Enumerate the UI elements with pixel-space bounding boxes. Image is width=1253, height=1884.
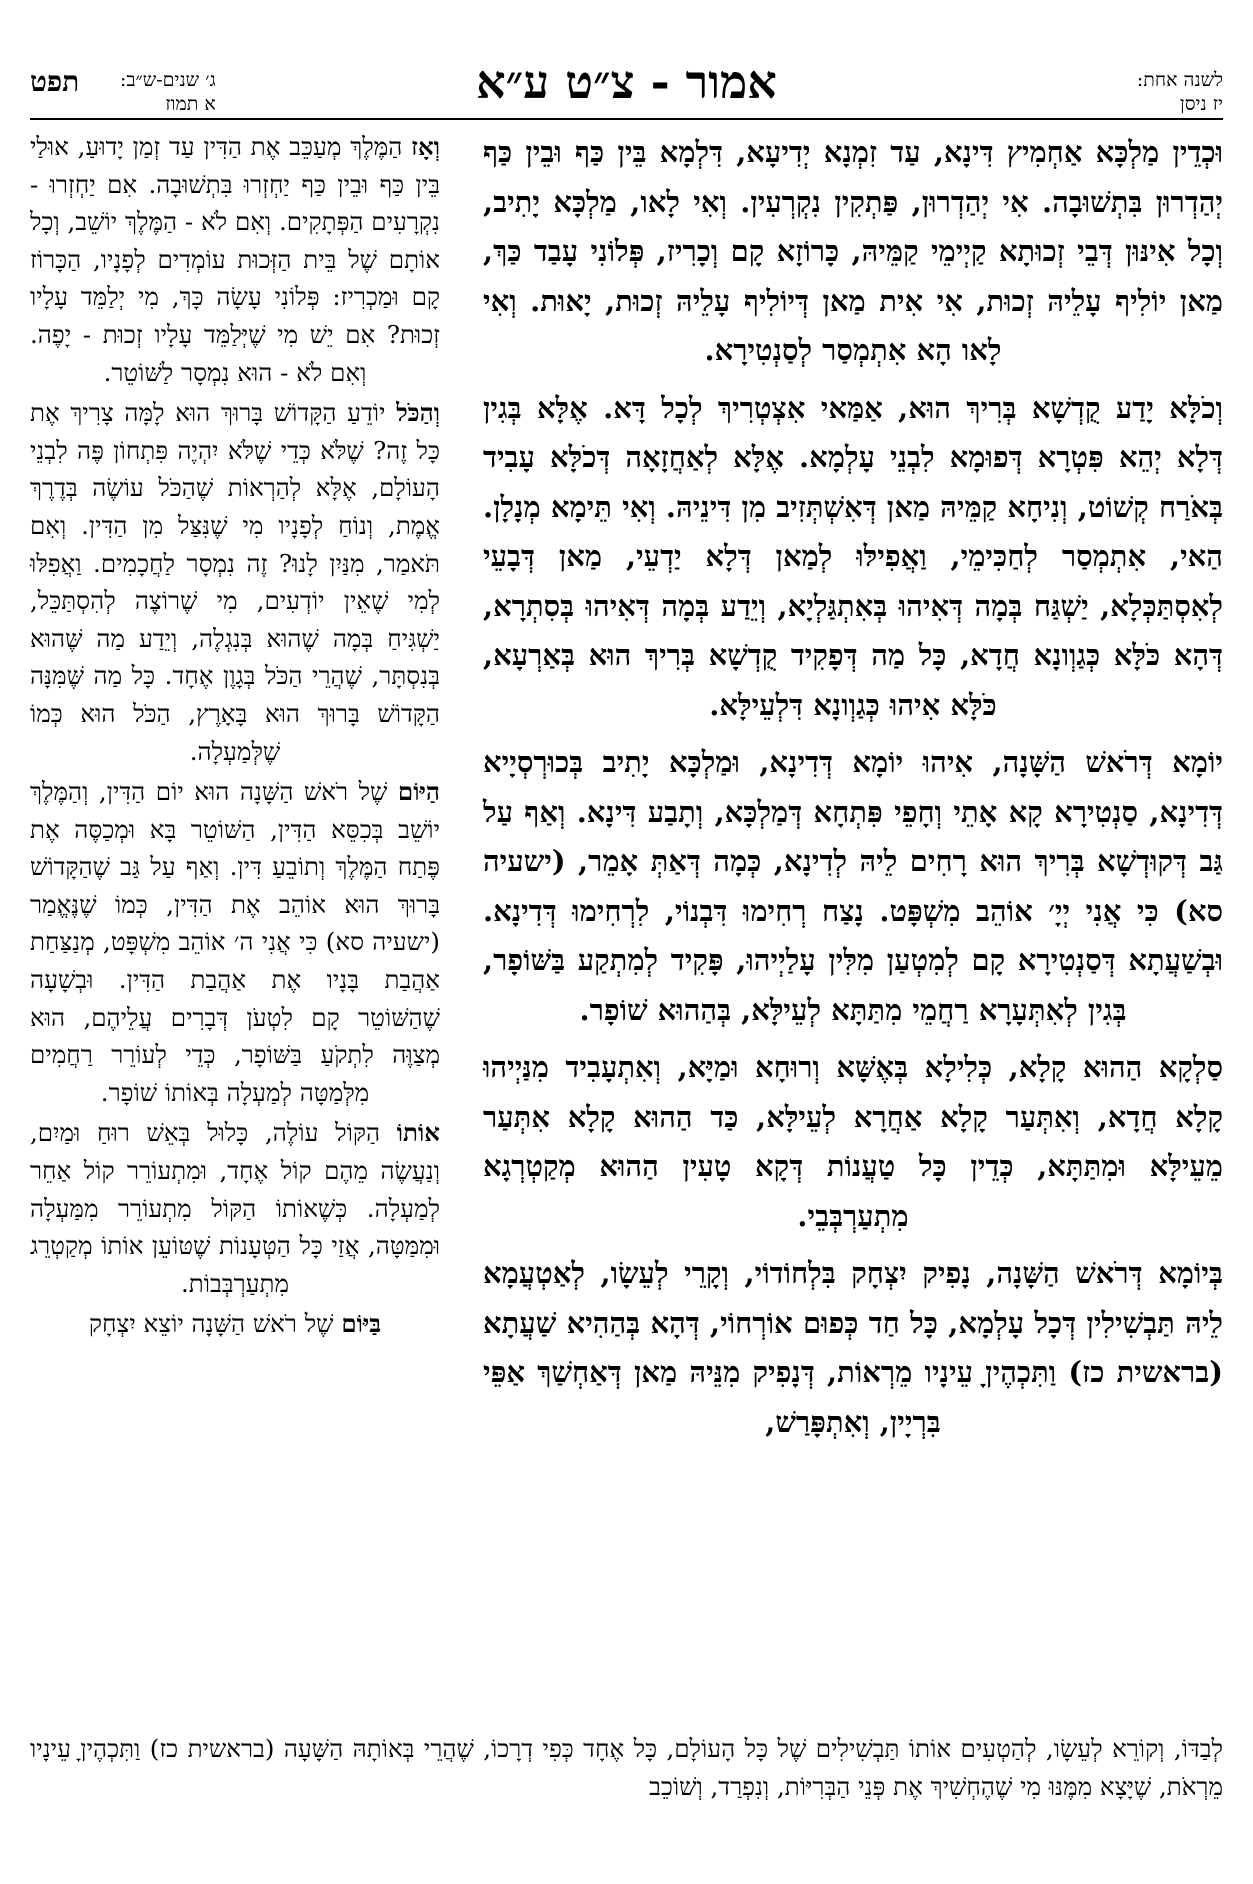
paragraph-text: שֶׁל רֹאשׁ הַשָּׁנָה הוּא יוֹם הַדִּין, וְהַמֶּלֶךְ יוֹשֵׁב בְּכִסֵּא הַדִּין, הַשּׁוֹטֵר בָּא וּמְכַסֶּה אֶת פֶּתַח הַמֶּלֶךְ וְתוֹבֵעַ דִּין. וְאַף עַל גַּב שֶׁהַקָּדוֹשׁ בָּרוּךְ הוּא אוֹהֵב אֶת הַדִּין, כְּמוֹ שֶׁנֶּאֱמַר (ישעיה סא) כִּי אֲנִי ה׳ אוֹהֵב מִשְׁפָּט, מְנַצַּחַת אַהֲבַת בָּנָיו אֶת אַהֲבַת הַדִּין. וּבְשָׁעָה שֶׁהַשּׁוֹטֵר קָם לִטְעֹן דְּבָרִים עֲלֵיהֶם, הוּא מְצַוֶּה לִתְקֹעַ בַּשּׁוֹפָר, כְּדֵי לְעוֹרֵר רַחֲמִים מִלְּמַטָּה לְמַעְלָה בְּאוֹתוֹ שׁוֹפָר. <box>30 777 440 1107</box>
paragraph-text: יָדַע קֻדְשָׁא בְּרִיךְ הוּא, אַמַּאי אִצְטְרִיךְ לְכָל דָּא. אֶלָּא בְּגִין דְּלָא יְהֵא פִּטְרָא דְּפוּמָא לִבְנֵי עָלְמָא. אֶלָּא לְאַחֲזָאָה דְּכֹלָּא עָבִיד בְּאֹרַח קְשׁוֹט, וְנִיחָא קַמֵּיהּ מַאן דְּאִשְׁתְּזִיב מִן דִּינֵיהּ. וְאִי תֵּימָא מְנָלָן. הַאי, אִתְמְסַר לְחַכִּימֵי, וַאֲפִילּוּ לְמַאן דְּלָא יַדְעֵי, מַאן דְּבָעֵי לְאִסְתַּכְּלָא, יַשְׁגַּח בְּמָה דְּאִיהוּ בְּאִתְגַּלְיָא, וְיֵדַע בְּמָה דְּאִיהוּ בְּסִתְרָא, דְּהָא כֹּלָּא כְּגַוְונָא חֲדָא, כָּל מַה דְּפָקִיד קֻדְשָׁא בְּרִיךְ הוּא בְּאַרְעָא, כֹּלָּא אִיהוּ כְּגַוְונָא דִּלְעֵילָּא. <box>483 390 1223 722</box>
translation-paragraph <box>30 1305 440 1343</box>
paragraph-text: שֶׁל רֹאשׁ הַשָּׁנָה יוֹצֵא יִצְחָק <box>88 1309 342 1339</box>
page-header <box>30 50 1223 120</box>
paragraph-text: הַהוּא קָלָא, כְּלִילָא בְּאֶשָּׁא וְרוּחָא וּמַיָּא, וְאִתְעָבִיד מִנַּיְיהוּ קָלָא חֲדָא, וְאִתְּעַר קָלָא אַחֲרָא לְעֵילָּא, כַּד הַהוּא קָלָא אִתְּעַר מֵעֵילָּא וּמִתַּתָּא, כְּדֵין כָּל טַעֲנוֹת דְּקָא טָעִין הַהוּא מְקַטְרְגָא מִתְעַרְבְּבֵי. <box>483 1050 1223 1233</box>
zohar-aramaic-column <box>483 128 1223 1455</box>
paragraph-text: הַמֶּלֶךְ מְעַכֵּב אֶת הַדִּין עַד זְמַן יָדוּעַ, אוּלַי בֵּין כַּף וּבֵין כַּף יַחְזְרוּ בִּתְשׁוּבָה. אִם יַחְזְרוּ - נִקְרָעִים הַפְּתָקִים. וְאִם לֹא - הַמֶּלֶךְ יוֹשֵׁב, וְכָל אוֹתָם שֶׁל בֵּית הַזְּכוּת עוֹמְדִים לְפָנָיו, הַכָּרוֹז קָם וּמַכְרִיז: פְּלוֹנִי עָשָׂה כָּךְ, מִי יְלַמֵּד עָלָיו זְכוּת? אִם יֵשׁ מִי שֶׁיְּלַמֵּד עָלָיו זְכוּת - יָפֶה. וְאִם לֹא - הוּא נִמְסָר לַשּׁוֹטֵר. <box>30 132 440 387</box>
zohar-paragraph <box>483 128 1223 376</box>
paragraph-lead-word: בְּיוֹמָא <box>1158 1256 1223 1290</box>
page-number: תפט <box>30 65 80 98</box>
translation-paragraph <box>30 1114 440 1302</box>
paragraph-lead-word: סַלְקָא <box>1158 1050 1223 1084</box>
paragraph-text: מַלְכָּא אַחְמִיץ דִּינָא, עַד זִמְנָא יְדִיעָא, דִּלְמָא בֵּין כַּף וּבֵין כַּף יְהַדְרוּן בִּתְשׁוּבָה. אִי יְהַדְרוּן, פַּתְקִין נִקְרְעִין. וְאִי לָאו, מַלְכָּא יָתִיב, וְכָל אִינּוּן דְּבֵי זְכוּתָא קַיְימֵי קַמֵּיהּ, כָּרוֹזָא קָם וְכָרִיז, פְּלוֹנִי עָבַד כַּךְ, מַאן יוֹלִיף עָלֵיהּ זְכוּת, אִי אִית מַאן דְּיוֹלִיף עָלֵיהּ זְכוּת, יָאוּת. וְאִי לָאו הָא אִתְמְסַר לְסַנְטִירָא. <box>483 135 1223 367</box>
page-title: אמור - צ״ט ע״א <box>476 55 777 109</box>
schedule-label: לשנה אחת: <box>1136 69 1223 91</box>
zohar-paragraph <box>483 1249 1223 1447</box>
zohar-paragraph <box>483 1043 1223 1241</box>
hebrew-translation-column <box>30 128 440 1346</box>
paragraph-text: דְּרֹאשׁ הַשָּׁנָה, נָפִיק יִצְחָק בִּלְחוֹדוֹי, וְקָרֵי לְעֵשָׂו, לְאַטְעֲמָא לֵיהּ תַּבְשִׁילִין דְּכָל עָלְמָא, כָּל חַד כְּפוּם אוֹרְחוֹי, דְּהָא בְּהַהִיא שַׁעֲתָא (בראשית כז) וַתִּכְהֶיןָ עֵינָיו מֵרְאוֹת, דְּנָפִיק מִנֵּיהּ מַאן דְּאַחְשַׁךְ אַפֵּי בִּרְיָין, וְאִתְפָּרַשׁ, <box>483 1256 1224 1439</box>
schedule-label: ג׳ שנים-ש״ב: <box>120 69 216 91</box>
translation-paragraph <box>30 773 440 1111</box>
paragraph-lead-word: הַיּוֹם <box>397 777 440 807</box>
schedule-date: יז ניסן <box>1179 93 1223 115</box>
zohar-paragraph <box>483 384 1223 731</box>
header-divider <box>30 118 1223 120</box>
zohar-paragraph <box>483 738 1223 1035</box>
translation-paragraph <box>30 128 440 391</box>
paragraph-text: דְּרֹאשׁ הַשָּׁנָה, אִיהוּ יוֹמָא דְּדִינָא, וּמַלְכָּא יָתִיב בְּכוּרְסְיָיא דְּדִינָא, סַנְטִירָא קָא אָתֵי וְחָפֵי פִּתְחָא דְּמַלְכָּא, וְתָבַע דִּינָא. וְאַף עַל גַּב דְּקוּדְשָׁא בְּרִיךְ הוּא רָחִים לֵיהּ לְדִינָא, כְּמָה דְּאַתְּ אָמֵר, (ישעיה סא) כִּי אֲנִי יְיָ׳ אוֹהֵב מִשְׁפָּט. נָצַח רְחִימוּ דִּבְנוֹי, לִרְחִימוּ דְּדִינָא. וּבְשַׁעֲתָא דְּסַנְטִירָא קָם לְמִטְעַן מִלִּין עָלַיְיהוּ, פָּקִיד לְמִתְקַע בַּשּׁוֹפָר, בְּגִין לְאִתְּעָרָא רַחֲמֵי מִתַּתָּא לְעֵילָּא, בְּהַהוּא שׁוֹפָר. <box>483 745 1223 1027</box>
paragraph-lead-word: אוֹתוֹ <box>396 1118 440 1148</box>
continuation-text: לְבַדּוֹ, וְקוֹרֵא לְעֵשָׂו, לְהַטְעִים אוֹתוֹ תַּבְשִׁילִים שֶׁל כָּל הָעוֹלָם, כָּל אֶחָד כְּפִי דְרָכוֹ, שֶׁהֲרֵי בְּאוֹתָהּ הַשָּׁעָה (בראשית כז) וַתִּכְהֶיןָ עֵינָיו מֵרְאֹת, שֶׁיָּצָא מִמֶּנּוּ מִי שֶׁהֶחְשִׁיךְ אֶת פְּנֵי הַבְּרִיּוֹת, וְנִפְרַד, וְשׁוֹכֵב <box>30 1734 1223 1801</box>
paragraph-lead-word: וּכְדֵין <box>1172 135 1223 169</box>
schedule-date: א תמוז <box>165 93 216 115</box>
paragraph-text: יוֹדֵעַ הַקָּדוֹשׁ בָּרוּךְ הוּא לָמָּה צָרִיךְ אֶת כָּל זֶה? שֶׁלֹּא כְּדֵי שֶׁלֹּא יִהְיֶה פִּתְחוֹן פֶּה לִבְנֵי הָעוֹלָם, אֶלָּא לְהַרְאוֹת שֶׁהַכֹּל עוֹשֶׂה בְּדֶרֶךְ אֱמֶת, וְנוֹחַ לְפָנָיו מִי שֶׁנִּצַּל מִן הַדִּין. וְאִם תֹּאמַר, מִנַּיִן לָנוּ? זֶה נִמְסָר לַחֲכָמִים. וַאֲפִלּוּ לְמִי שֶׁאֵין יוֹדְעִים, מִי שֶׁרוֹצֶה לְהִסְתַּכֵּל, יַשְׁגִּיחַ בְּמָה שֶׁהוּא בְּנִגְלֶה, וְיֵדַע מַה שֶּׁהוּא בְּנִסְתָּר, שֶׁהֲרֵי הַכֹּל בְּגָוֶן אֶחָד. כָּל מַה שֶּׁמִּנָּה הַקָּדוֹשׁ בָּרוּךְ הוּא בָּאָרֶץ, הַכֹּל הוּא כְּמוֹ שֶׁלְּמַעְלָה. <box>30 398 440 766</box>
translation-continuation <box>30 1730 1223 1806</box>
study-schedule-three-year <box>120 68 216 116</box>
paragraph-lead-word: וְכֹלָּא <box>1169 390 1223 425</box>
paragraph-text: הַקּוֹל עוֹלֶה, כָּלוּל בְּאֵשׁ רוּחַ וּמַיִם, וְנַעֲשֶׂה מֵהֶם קוֹל אֶחָד, וּמִתְעוֹרֵר קוֹל אַחֵר לְמַעְלָה. כְּשֶׁאוֹתוֹ הַקּוֹל מִתְעוֹרֵר מִמַּעְלָה וּמִמַּטָּה, אֲזַי כָּל הַטְּעָנוֹת שֶׁטּוֹעֵן אוֹתוֹ מְקַטְרֵג מִתְעַרְבְּבוֹת. <box>30 1118 440 1298</box>
paragraph-lead-word: וְאָז <box>411 132 440 161</box>
paragraph-lead-word: וְהַכֹּל <box>396 398 440 428</box>
paragraph-lead-word: יוֹמָא <box>1172 745 1223 779</box>
translation-paragraph <box>30 394 440 770</box>
paragraph-lead-word: בַּיּוֹם <box>341 1309 382 1339</box>
